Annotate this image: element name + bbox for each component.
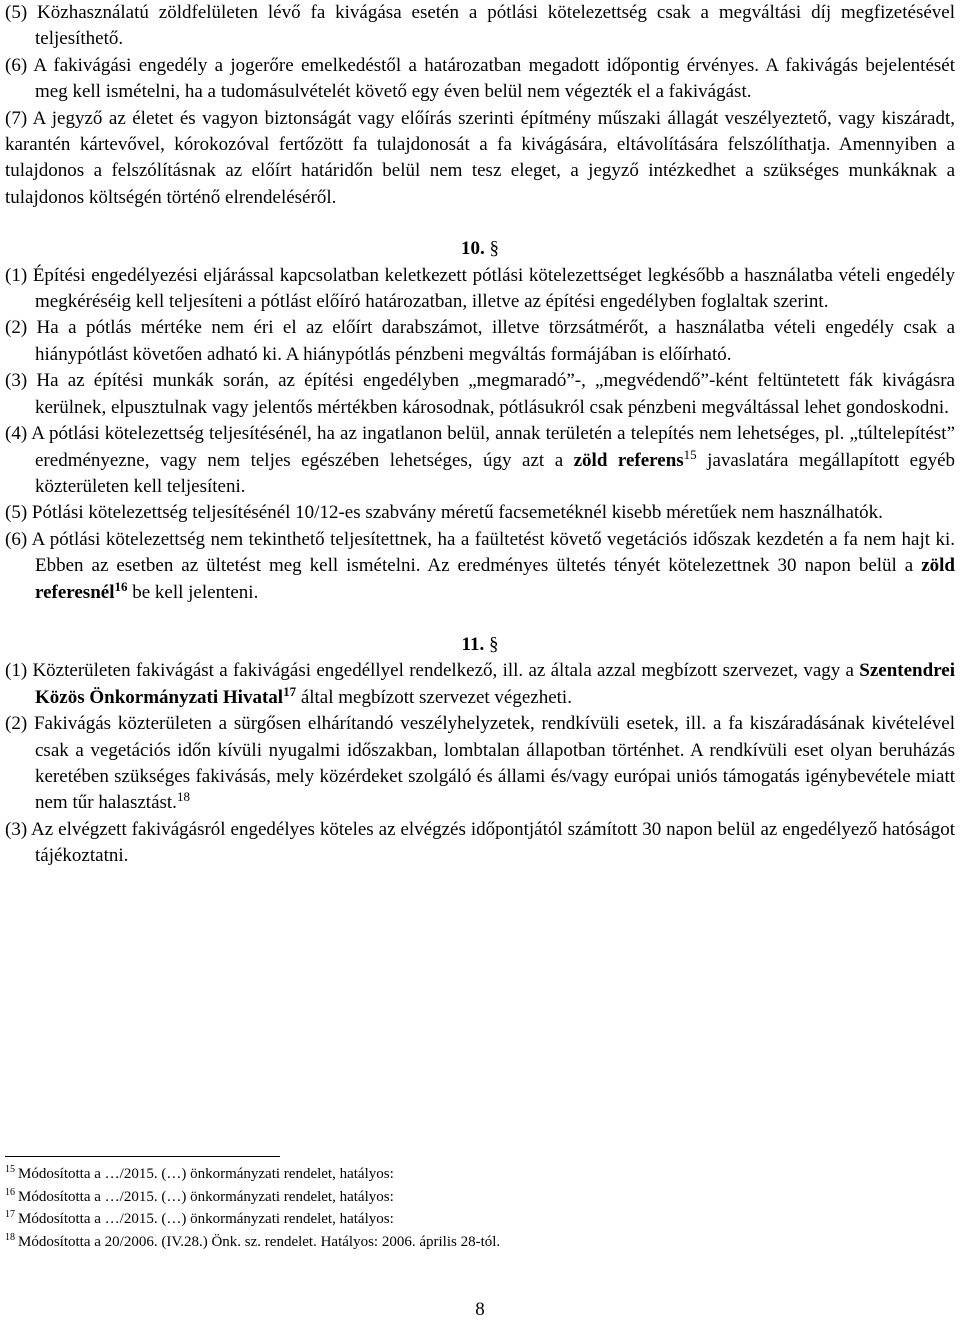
paragraph-10-3: (3) Ha az építési munkák során, az építési engedélyben „megmaradó”-, „megvédendő”-ként feltüntetett fák kivágásra kerülnek, elpusztulnak vagy jelentős mértékben károsodnak, pótlásukról csak pénzbeni megváltással lehet gondoskodni. <box>5 370 955 418</box>
paragraph-11-1-text-b: által megbízott szervezet végezheti. <box>296 686 572 708</box>
footnote-text: Módosította a …/2015. (…) önkormányzati rendelet, hatályos: <box>18 1211 394 1227</box>
document-body <box>5 0 955 870</box>
footnote-number: 18 <box>5 1231 15 1243</box>
footnote-ref-15[interactable]: 15 <box>683 446 697 462</box>
footnote-ref-17[interactable]: 17 <box>283 683 297 699</box>
section-11-number: 11. <box>461 633 485 655</box>
footnote-17 <box>5 1208 705 1231</box>
footnote-ref-18[interactable]: 18 <box>176 789 190 805</box>
paragraph-9-7: (7) A jegyző az életet és vagyon biztonságát vagy előírás szerinti építmény műszaki állagát veszélyeztető, vagy kiszáradt, karantén kártevővel, kórokozóval fertőzött fa tulajdonosát a fa kivágására, eltávolítására felszólíthatja. Amennyiben a tulajdonos a felszólításnak az előírt határidőn belül nem tesz eleget, a jegyző intézkedhet a szükséges munkáknak a tulajdonos költségén történő elrendeléséről. <box>5 107 955 208</box>
paragraph-10-2: (2) Ha a pótlás mértéke nem éri el az előírt darabszámot, illetve törzsátmérőt, a használatba vételi engedély csak a hiánypótlást követően adható ki. A hiánypótlás pénzbeni megváltás formájában is előírható. <box>5 317 955 365</box>
paragraph-10-5: (5) Pótlási kötelezettség teljesítésénél 10/12-es szabvány méretű facsemetéknél kisebb méretűek nem használhatók. <box>5 502 883 524</box>
section-sign-11: § <box>488 633 499 655</box>
paragraph-10-4-bold: zöld referens <box>573 449 684 471</box>
footnotes <box>5 1156 705 1253</box>
footnote-separator <box>5 1156 280 1157</box>
footnote-18 <box>5 1231 705 1254</box>
footnote-number: 15 <box>5 1164 15 1175</box>
paragraph-10-6-text-b: be kell jelenteni. <box>127 581 259 603</box>
footnote-15 <box>5 1163 705 1186</box>
paragraph-10-1: (1) Építési engedélyezési eljárással kapcsolatban keletkezett pótlási kötelezettséget legkésőbb a használatba vételi engedély megkéréséig kell teljesíteni a pótlást előíró határozatban, illetve az építési engedélyben foglaltak szerint. <box>5 264 955 313</box>
paragraph-10-4-text-b: javaslatára megállapított egyéb közterületen kell teljesíteni. <box>35 449 955 497</box>
paragraph-9-5: (5) Közhasználatú zöldfelületen lévő fa kivágása esetén a pótlási kötelezettség csak a megváltási díj megfizetésével teljesíthető. <box>5 2 955 50</box>
footnote-text: Módosította a 20/2006. (IV.28.) Önk. sz. rendelet. Hatályos: 2006. április 28-tól. <box>18 1233 501 1250</box>
section-10-title <box>5 236 955 262</box>
paragraph-10-6 <box>5 527 955 606</box>
paragraph-10-6-bold-text: zöld referesnél <box>35 555 955 603</box>
footnote-ref-16[interactable]: 16 <box>114 578 128 594</box>
paragraph-11-2-text: (2) Fakivágás közterületen a sürgősen elhárítandó veszélyhelyzetek, rendkívüli esetek, ill. a fa kiszáradásának kivételével csak a vegetációs időn kívüli nyugalmi időszakban, lombtalan állapotban történhet. A rendkívüli eset olyan beruházás keretében szükséges fakivásás, mely közérdeket szolgáló és állami és/vagy európai uniós támogatás igénybevétele miatt nem tűr halasztást. <box>5 713 955 814</box>
footnote-text: Módosította a …/2015. (…) önkormányzati rendelet, hatályos: <box>18 1166 394 1182</box>
footnote-16 <box>5 1186 705 1209</box>
paragraph-11-2 <box>5 711 955 817</box>
paragraph-10-6-text-a: (6) A pótlási kötelezettség nem tekinthető teljesítettnek, ha a faültetést követő vegetációs időszak kezdetén a fa nem hajt ki. Ebben az esetben az ültetést meg kell ismételni. Az eredményes ültetés tényét kötelezettnek 30 napon belül a <box>5 528 955 577</box>
footnote-text: Módosította a …/2015. (…) önkormányzati rendelet, hatályos: <box>18 1188 394 1205</box>
section-11-title <box>5 632 955 658</box>
paragraph-10-4 <box>5 421 955 500</box>
paragraph-11-1-bold-text: Szentendrei Közös Önkormányzati Hivatal <box>35 660 955 708</box>
paragraph-11-3: (3) Az elvégzett fakivágásról engedélyes köteles az elvégzés időpontjától számított 30 napon belül az engedélyező hatóságot tájékoztatni. <box>5 818 955 867</box>
section-10-number: 10. <box>461 238 485 260</box>
paragraph-10-4-text-a: (4) A pótlási kötelezettség teljesítésénél, ha az ingatlanon belül, annak területén a telepítés nem lehetséges, pl. „túltelepítést” eredményezne, vagy nem teljes egészében lehetséges, úgy azt a <box>5 423 955 471</box>
footnote-number: 16 <box>5 1186 15 1198</box>
paragraph-11-1-text-a: (1) Közterületen fakivágást a fakivágási engedéllyel rendelkező, ill. az általa azzal megbízott szervezet, vagy a <box>5 660 860 682</box>
paragraph-9-6: (6) A fakivágási engedély a jogerőre emelkedéstől a határozatban megadott időpontig érvényes. A fakivágás bejelentését meg kell ismételni, ha a tudomásulvételét követő egy éven belül nem végezték el a fakivágást. <box>5 54 955 103</box>
page-number: 8 <box>475 1299 485 1320</box>
footnote-number: 17 <box>5 1209 15 1220</box>
section-sign-10: § <box>489 238 499 260</box>
paragraph-11-1 <box>5 658 955 711</box>
